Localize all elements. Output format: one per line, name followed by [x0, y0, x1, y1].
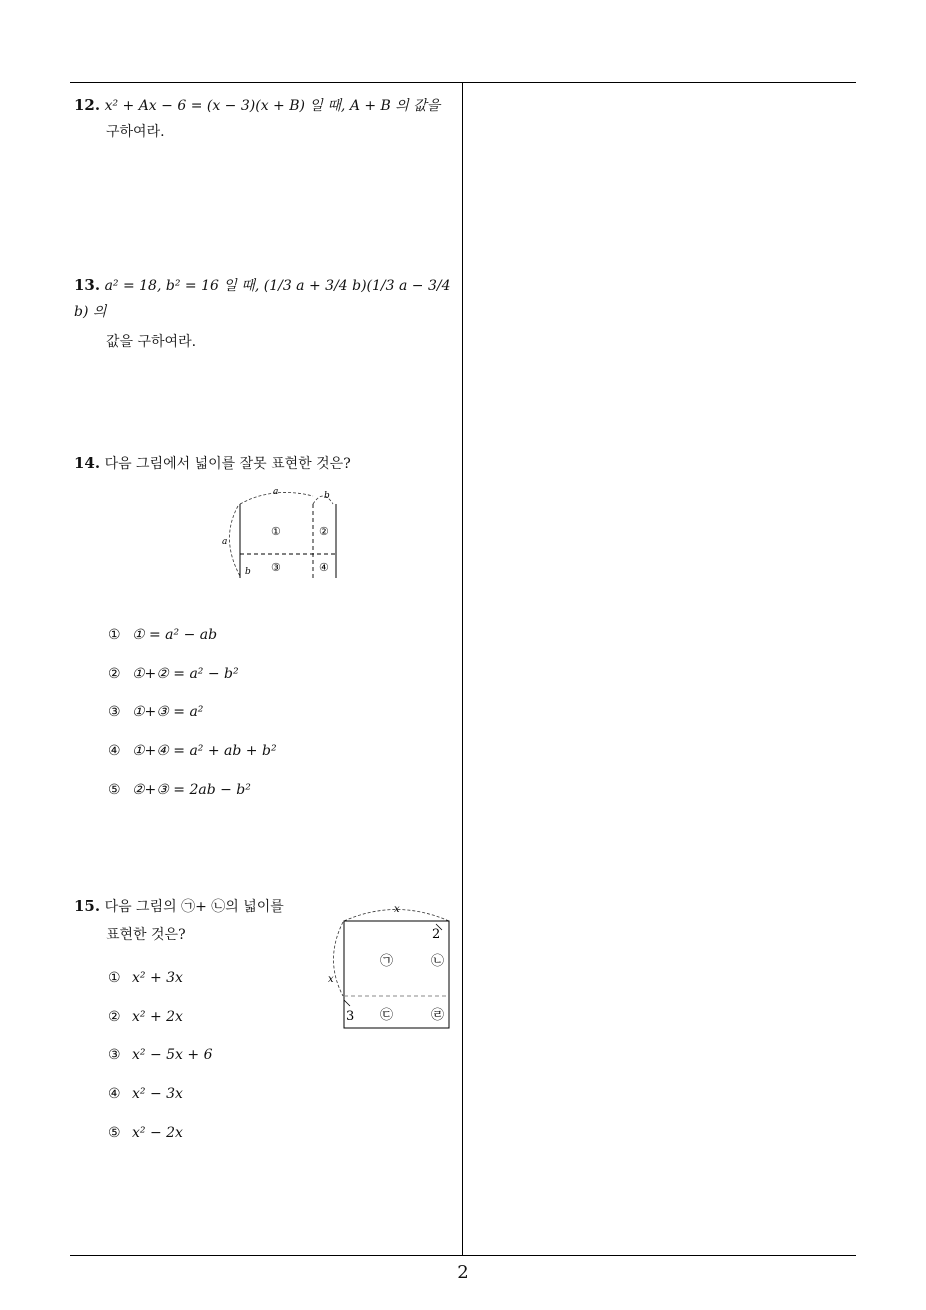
question-15	[74, 893, 324, 948]
page-number: 2	[457, 1262, 469, 1283]
region-c: ㉢	[380, 1008, 394, 1023]
option-mark: ②	[108, 666, 121, 682]
option-text: ①+② = a² − b²	[132, 666, 239, 682]
label-3: 3	[346, 1009, 355, 1024]
question-number: 14.	[74, 454, 101, 472]
option-text: ②+③ = 2ab − b²	[132, 782, 251, 798]
question-text: 다음 그림의 ㉠+ ㉡의 넓이를	[104, 899, 284, 915]
question-text-cont: 값을 구하여라.	[106, 334, 197, 350]
region-a: ㉠	[380, 954, 394, 969]
question-number: 12.	[74, 96, 101, 114]
label-x-top: x	[394, 904, 400, 915]
option-5[interactable]	[108, 1125, 183, 1141]
question-text: 다음 그림에서 넓이를 잘못 표현한 것은?	[104, 456, 351, 472]
label-b-top: b	[324, 491, 330, 501]
option-mark: ①	[108, 970, 121, 986]
option-mark: ②	[108, 1009, 121, 1025]
label-a-left: a	[222, 537, 228, 547]
option-5[interactable]	[108, 782, 251, 798]
option-text: ①+④ = a² + ab + b²	[132, 743, 277, 759]
region-b: ㉡	[431, 954, 445, 969]
label-b-left: b	[245, 567, 251, 577]
question-12	[74, 92, 458, 145]
option-2[interactable]	[108, 666, 239, 682]
question-text-cont: 표현한 것은?	[106, 927, 186, 943]
option-mark: ④	[108, 743, 121, 759]
option-1[interactable]	[108, 627, 217, 643]
label-2: 2	[432, 927, 441, 942]
option-2[interactable]	[108, 1009, 183, 1025]
option-text: x² + 2x	[132, 1009, 183, 1025]
question-number: 15.	[74, 897, 101, 915]
option-3[interactable]	[108, 1047, 212, 1063]
region-2: ②	[319, 525, 329, 538]
option-text: ① = a² − ab	[132, 627, 218, 643]
option-mark: ③	[108, 704, 121, 720]
question-14	[74, 450, 458, 477]
region-1: ①	[271, 525, 281, 538]
option-mark: ⑤	[108, 782, 121, 798]
question-text-cont: 구하여라.	[106, 124, 165, 140]
option-text: ①+③ = a²	[132, 704, 204, 720]
option-4[interactable]	[108, 1086, 183, 1102]
option-text: x² − 5x + 6	[132, 1047, 213, 1063]
question-13	[74, 272, 458, 355]
label-x-left: x	[328, 974, 334, 985]
option-mark: ⑤	[108, 1125, 121, 1141]
option-mark: ④	[108, 1086, 121, 1102]
top-rule	[70, 82, 856, 83]
option-1[interactable]	[108, 970, 183, 986]
bottom-rule	[70, 1255, 856, 1256]
option-text: x² + 3x	[132, 970, 183, 986]
q15-figure	[322, 900, 454, 1034]
column-divider	[462, 82, 463, 1256]
option-3[interactable]	[108, 704, 203, 720]
region-3: ③	[271, 561, 281, 574]
question-number: 13.	[74, 276, 101, 294]
label-a-top: a	[273, 487, 279, 497]
q14-figure	[218, 484, 348, 584]
option-mark: ①	[108, 627, 121, 643]
question-text: a² = 18, b² = 16 일 때, (1/3 a + 3/4 b)(1/3 a − 3/4 b) 의	[74, 278, 451, 320]
option-text: x² − 3x	[132, 1086, 183, 1102]
option-4[interactable]	[108, 743, 277, 759]
region-4: ④	[319, 561, 329, 574]
region-d: ㉣	[431, 1008, 445, 1023]
option-mark: ③	[108, 1047, 121, 1063]
question-text: x² + Ax − 6 = (x − 3)(x + B) 일 때, A + B 의 값을	[104, 98, 441, 114]
option-text: x² − 2x	[132, 1125, 183, 1141]
